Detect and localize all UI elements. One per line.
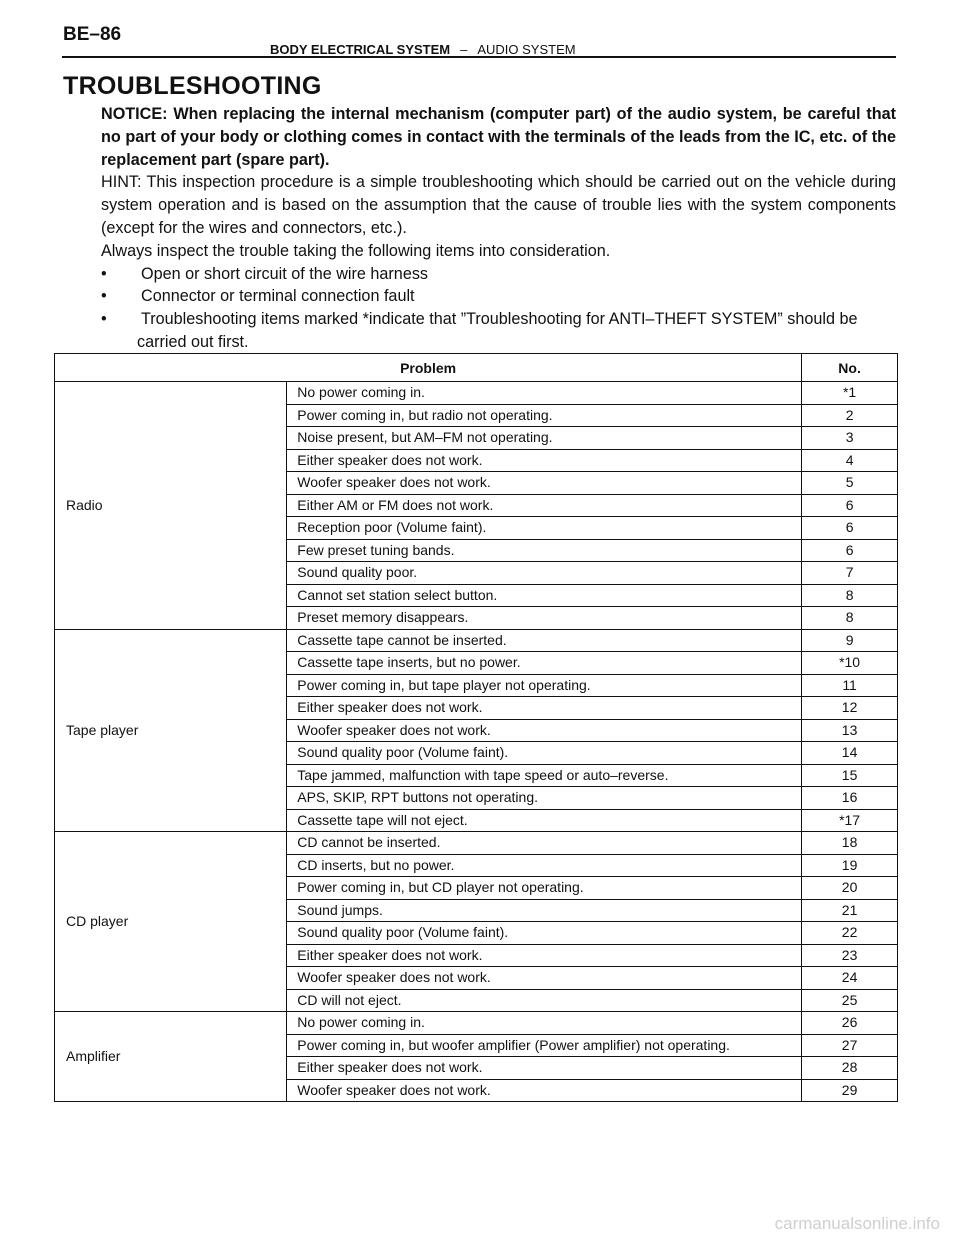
number-cell: 9 xyxy=(802,629,898,652)
bullet-dot: • xyxy=(101,287,107,306)
problem-cell: Tape jammed, malfunction with tape speed or auto–reverse. xyxy=(287,764,802,787)
section-separator: – xyxy=(460,42,468,57)
number-cell: 8 xyxy=(802,584,898,607)
number-cell: 28 xyxy=(802,1057,898,1080)
hint-paragraph: HINT: This inspection procedure is a simple troubleshooting which should be carried out on the vehicle during system operation and is based on the assumption that the cause of trouble lies with the system components (except for the wires and connectors, etc.). xyxy=(101,173,896,237)
problem-cell: Few preset tuning bands. xyxy=(287,539,802,562)
number-cell: 14 xyxy=(802,742,898,765)
table-row xyxy=(55,629,898,652)
number-cell: 24 xyxy=(802,967,898,990)
number-cell: 27 xyxy=(802,1034,898,1057)
number-cell: 13 xyxy=(802,719,898,742)
number-cell: 8 xyxy=(802,607,898,630)
problem-cell: Woofer speaker does not work. xyxy=(287,1079,802,1102)
number-cell: 22 xyxy=(802,922,898,945)
number-cell: 4 xyxy=(802,449,898,472)
always-paragraph: Always inspect the trouble taking the following items into consideration. xyxy=(101,241,611,260)
number-cell: 23 xyxy=(802,944,898,967)
number-cell: 21 xyxy=(802,899,898,922)
category-cell: CD player xyxy=(55,832,287,1012)
number-cell: *17 xyxy=(802,809,898,832)
number-cell: 26 xyxy=(802,1012,898,1035)
troubleshooting-table xyxy=(54,353,898,1102)
problem-cell: Noise present, but AM–FM not operating. xyxy=(287,427,802,450)
notice-paragraph: NOTICE: When replacing the internal mechanism (computer part) of the audio system, be careful that no part of your body or clothing comes in contact with the terminals of the leads from the IC, etc. of the replacement part (spare part). xyxy=(101,105,896,169)
number-cell: 29 xyxy=(802,1079,898,1102)
table-row xyxy=(55,1012,898,1035)
problem-cell: Woofer speaker does not work. xyxy=(287,472,802,495)
number-cell: 6 xyxy=(802,539,898,562)
number-cell: 15 xyxy=(802,764,898,787)
problem-cell: Either speaker does not work. xyxy=(287,449,802,472)
number-header: No. xyxy=(802,354,898,382)
bullet-item xyxy=(101,263,896,286)
problem-cell: Cassette tape will not eject. xyxy=(287,809,802,832)
number-cell: 2 xyxy=(802,404,898,427)
problem-cell: Power coming in, but radio not operating. xyxy=(287,404,802,427)
section-title xyxy=(270,42,576,57)
bullet-text: Connector or terminal connection fault xyxy=(141,287,415,306)
problem-cell: CD inserts, but no power. xyxy=(287,854,802,877)
intro-text xyxy=(101,103,896,354)
number-cell: 3 xyxy=(802,427,898,450)
number-cell: 12 xyxy=(802,697,898,720)
problem-cell: Cassette tape cannot be inserted. xyxy=(287,629,802,652)
bullet-dot: • xyxy=(101,264,107,283)
problem-cell: Either speaker does not work. xyxy=(287,1057,802,1080)
problem-cell: Power coming in, but tape player not operating. xyxy=(287,674,802,697)
number-cell: 5 xyxy=(802,472,898,495)
problem-cell: Preset memory disappears. xyxy=(287,607,802,630)
problem-cell: Either speaker does not work. xyxy=(287,697,802,720)
bullet-text: Open or short circuit of the wire harness xyxy=(141,264,429,283)
category-cell: Radio xyxy=(55,382,287,630)
bullet-text: Troubleshooting items marked *indicate that ”Troubleshooting for ANTI–THEFT SYSTEM” should be xyxy=(141,310,858,329)
problem-cell: CD cannot be inserted. xyxy=(287,832,802,855)
table-row xyxy=(55,382,898,405)
bullet-continuation: carried out first. xyxy=(137,332,249,351)
problem-cell: Sound quality poor (Volume faint). xyxy=(287,922,802,945)
problem-header: Problem xyxy=(55,354,802,382)
bullet-dot: • xyxy=(101,310,107,329)
number-cell: 11 xyxy=(802,674,898,697)
problem-cell: No power coming in. xyxy=(287,1012,802,1035)
bullet-item xyxy=(101,308,896,331)
problem-cell: Reception poor (Volume faint). xyxy=(287,517,802,540)
header-rule xyxy=(62,56,896,58)
problem-cell: Sound quality poor. xyxy=(287,562,802,585)
problem-cell: No power coming in. xyxy=(287,382,802,405)
category-cell: Tape player xyxy=(55,629,287,832)
number-cell: 19 xyxy=(802,854,898,877)
problem-cell: Woofer speaker does not work. xyxy=(287,967,802,990)
table-row xyxy=(55,832,898,855)
section-name: BODY ELECTRICAL SYSTEM xyxy=(270,42,451,57)
number-cell: 20 xyxy=(802,877,898,900)
table-body xyxy=(55,382,898,1102)
page-number: BE–86 xyxy=(63,24,122,45)
number-cell: *1 xyxy=(802,382,898,405)
number-cell: *10 xyxy=(802,652,898,675)
problem-cell: Sound jumps. xyxy=(287,899,802,922)
number-cell: 7 xyxy=(802,562,898,585)
page-heading: TROUBLESHOOTING xyxy=(63,72,322,100)
problem-cell: CD will not eject. xyxy=(287,989,802,1012)
watermark: carmanualsonline.info xyxy=(774,1214,940,1233)
bullet-item xyxy=(101,285,896,308)
problem-cell: Power coming in, but CD player not operating. xyxy=(287,877,802,900)
problem-cell: Either speaker does not work. xyxy=(287,944,802,967)
problem-cell: Woofer speaker does not work. xyxy=(287,719,802,742)
number-cell: 18 xyxy=(802,832,898,855)
problem-cell: Either AM or FM does not work. xyxy=(287,494,802,517)
problem-cell: APS, SKIP, RPT buttons not operating. xyxy=(287,787,802,810)
number-cell: 6 xyxy=(802,517,898,540)
subsection-name: AUDIO SYSTEM xyxy=(477,42,576,57)
number-cell: 6 xyxy=(802,494,898,517)
problem-cell: Cassette tape inserts, but no power. xyxy=(287,652,802,675)
problem-cell: Power coming in, but woofer amplifier (Power amplifier) not operating. xyxy=(287,1034,802,1057)
category-cell: Amplifier xyxy=(55,1012,287,1102)
number-cell: 25 xyxy=(802,989,898,1012)
problem-cell: Cannot set station select button. xyxy=(287,584,802,607)
table-header-row xyxy=(55,354,898,382)
problem-cell: Sound quality poor (Volume faint). xyxy=(287,742,802,765)
number-cell: 16 xyxy=(802,787,898,810)
